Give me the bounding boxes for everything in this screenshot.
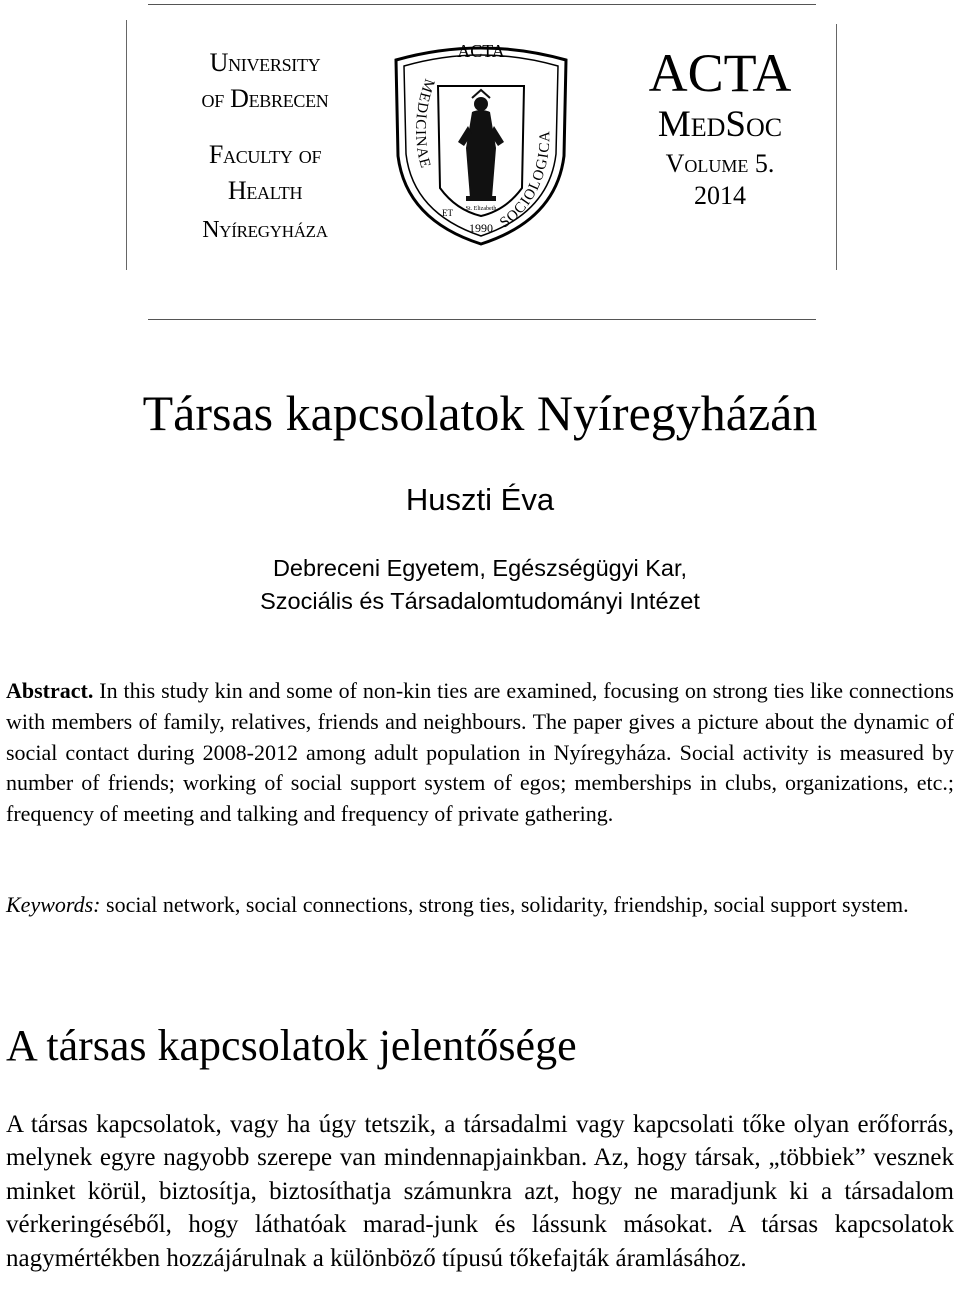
journal-block xyxy=(610,43,830,210)
article-author: Huszti Éva xyxy=(405,482,555,517)
saint-figure-icon xyxy=(458,90,504,201)
journal-year: 2014 xyxy=(694,181,746,210)
university-block xyxy=(150,46,380,242)
abstract-paragraph xyxy=(6,676,954,830)
keywords-text: social network, social connections, strong ties, solidarity, friendship, social support system. xyxy=(100,892,909,917)
author-affiliation xyxy=(0,552,960,618)
header-bottom-rule xyxy=(148,319,816,320)
header-left-divider xyxy=(126,20,127,270)
university-line-1: University xyxy=(209,48,321,77)
affiliation-line-1: Debreceni Egyetem, Egészségügyi Kar, xyxy=(272,555,688,581)
seal-figure-caption: St. Elizabeth xyxy=(465,206,497,212)
abstract-label: Abstract. xyxy=(6,678,94,703)
seal-right-text: SOCIOLOGICA xyxy=(497,130,554,232)
journal-volume: Volume 5. xyxy=(665,149,775,178)
keywords-label: Keywords: xyxy=(6,892,101,917)
seal-middle-text: ET xyxy=(442,208,453,218)
header-right-divider xyxy=(836,24,837,270)
section-heading: A társas kapcsolatok jelentősége xyxy=(6,1021,577,1070)
seal-top-text: ACTA xyxy=(457,41,505,61)
header-top-rule xyxy=(148,4,816,5)
keywords-paragraph xyxy=(6,890,954,921)
city-line: Nyíregyháza xyxy=(202,217,328,243)
faculty-line-1: Faculty of xyxy=(208,140,322,169)
affiliation-line-2: Szociális és Társadalomtudományi Intézet xyxy=(260,588,700,614)
journal-seal-logo xyxy=(386,38,576,250)
journal-series: MedSoc xyxy=(657,104,783,145)
faculty-line-2: Health xyxy=(227,176,303,205)
journal-name: ACTA xyxy=(648,43,792,103)
seal-year: 1990 xyxy=(469,221,493,235)
body-paragraph: A társas kapcsolatok, vagy ha úgy tetszik, a társadalmi vagy kapcsolati tőke olyan erőforrás, melynek egyre nagyobb szerepe van mindennapjainkban. Az, hogy társak, „többiek” vesznek minket körül, biztosítja, biztosíthatja számunkra azt, hogy ne maradjunk ki a társadalom vérkeringéséből, hogy láthatóak marad-junk és lássunk másokat. A társas kapcsolatok nagymértékben hozzájárulnak a különböző típusú tőkefajták áramlásához. xyxy=(6,1111,954,1272)
university-line-2: of Debrecen xyxy=(201,84,329,113)
abstract-text: In this study kin and some of non-kin ties are examined, focusing on strong ties like connections with members of family, relatives, friends and neighbours. The paper gives a picture about the dynamic of social contact during 2008-2012 among adult population in Nyíregyháza. Social activity is measured by number of friends; working of social support system of egos; memberships in clubs, organizations, etc.; frequency of meeting and talking and frequency of private gathering. xyxy=(6,678,954,827)
article-title: Társas kapcsolatok Nyíregyházán xyxy=(142,385,818,441)
seal-left-text: MEDICINAE xyxy=(411,76,438,171)
